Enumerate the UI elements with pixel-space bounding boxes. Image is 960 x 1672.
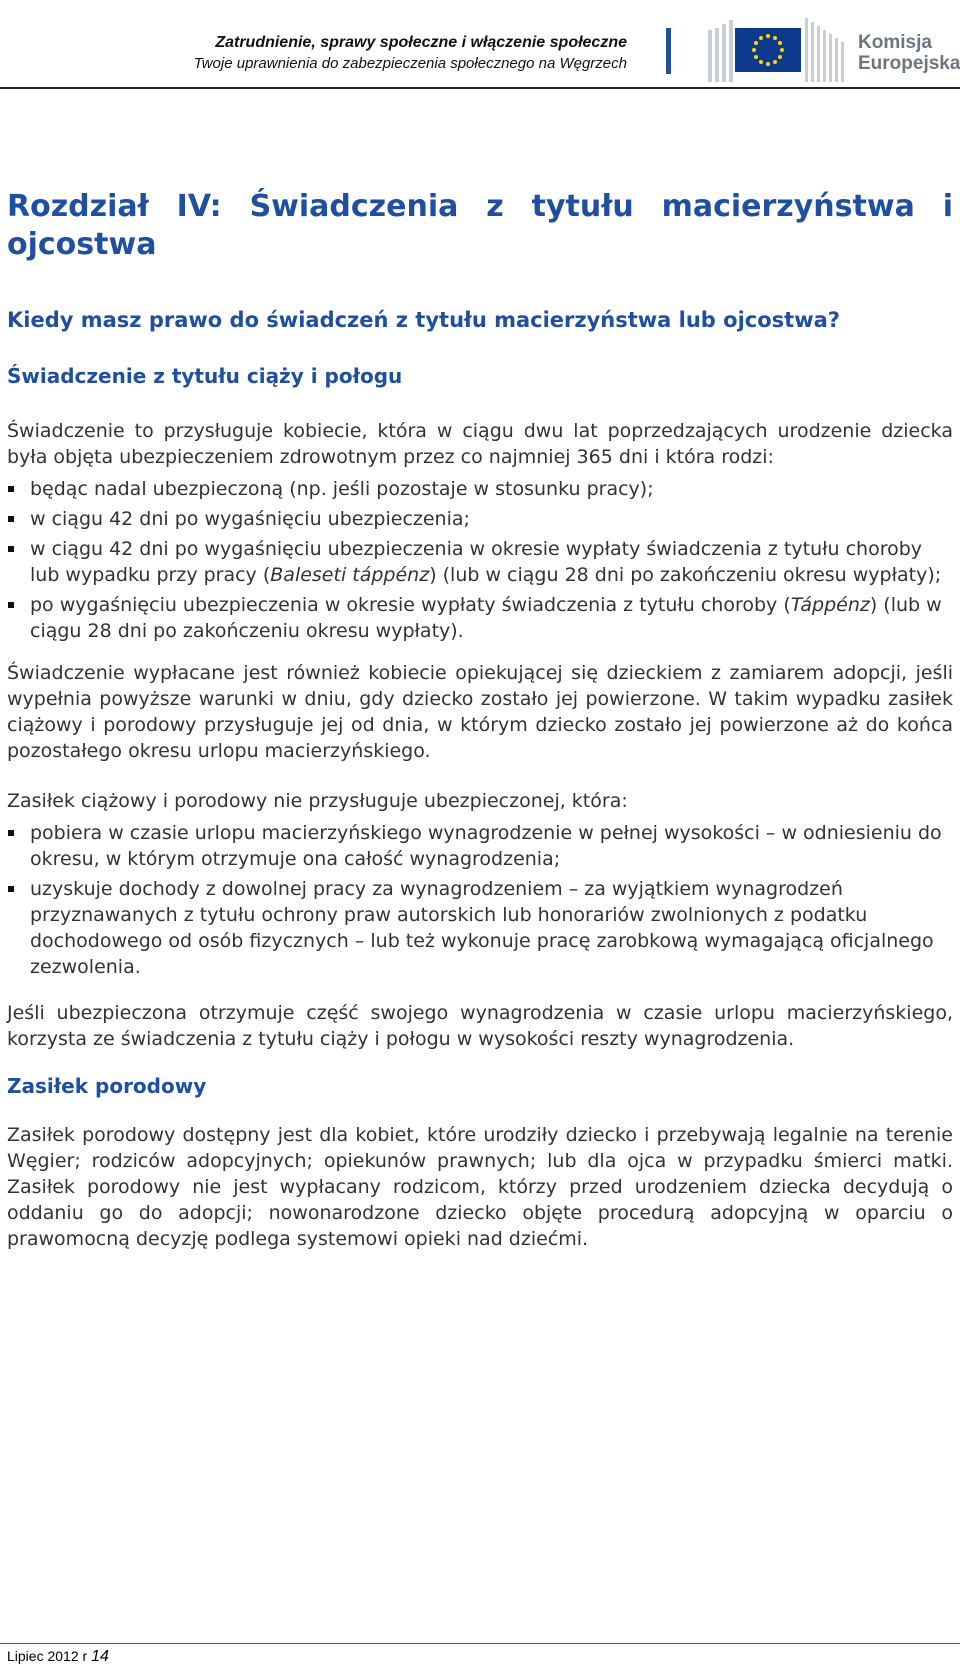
list-item: będąc nadal ubezpieczoną (np. jeśli pozostaje w stosunku pracy);: [7, 476, 953, 502]
list-item: uzyskuje dochody z dowolnej pracy za wynagrodzeniem – za wyjątkiem wynagrodzeń przyznawanych z tytułu ochrony praw autorskich lub honorariów zwolnionych z podatku dochodowego od osób fizycznych – lub też wykonuje pracę zarobkową wymagającą oficjalnego zezwolenia.: [7, 876, 953, 980]
logo-line2: Europejska: [858, 53, 960, 74]
page-number: 14: [91, 1648, 109, 1665]
ec-logo-text: [858, 32, 960, 74]
list-item: pobiera w czasie urlopu macierzyńskiego wynagrodzenie w pełnej wysokości – w odniesieniu do okresu, w którym otrzymuje ona całość wynagrodzenia;: [7, 820, 953, 872]
eligibility-list: [7, 476, 953, 644]
logo-line1: Komisja: [858, 32, 932, 53]
page-footer: [7, 1648, 109, 1666]
page-header: [0, 0, 960, 90]
birth-grant-paragraph: Zasiłek porodowy dostępny jest dla kobiet, które urodziły dziecko i przebywają legalnie na terenie Węgier; rodziców adopcyjnych; opiekunów prawnych; lub dla ojca w przypadku śmierci matki. Zasiłek porodowy nie jest wypłacany rodzicom, którzy przed urodzeniem dziecka decydują o oddaniu go do adopcji; nowonarodzone dziecko objęte procedurą adopcyjną w oparciu o prawomocną decyzję podlega systemowi opieki nad dziećmi.: [7, 1124, 953, 1250]
bullet-text: w ciągu 42 dni po wygaśnięciu ubezpieczenia;: [30, 508, 470, 530]
partial-pay-paragraph: Jeśli ubezpieczona otrzymuje część swojego wynagrodzenia w czasie urlopu macierzyńskiego, korzysta ze świadczenia z tytułu ciąży i połogu w wysokości reszty wynagrodzenia.: [7, 1002, 953, 1050]
chapter-title: Rozdział IV: Świadczenia z tytułu macierzyństwa i ojcostwa: [7, 189, 953, 262]
header-separator: [666, 28, 671, 74]
not-entitled-list: [7, 820, 953, 980]
header-line2: Twoje uprawnienia do zabezpieczenia społecznego na Węgrzech: [193, 55, 627, 72]
section-heading-birth-grant: Zasiłek porodowy: [7, 1074, 207, 1098]
eligibility-paragraph: Świadczenie to przysługuje kobiecie, która w ciągu dwu lat poprzedzających urodzenie dziecka była objęta ubezpieczeniem zdrowotnym przez co najmniej 365 dni i która rodzi:: [7, 420, 953, 468]
header-rule: [0, 87, 960, 89]
not-entitled-paragraph: Zasiłek ciążowy i porodowy nie przysługuje ubezpieczonej, która:: [7, 790, 628, 812]
list-item: po wygaśnięciu ubezpieczenia w okresie wypłaty świadczenia z tytułu choroby (Táppénz) (lub w ciągu 28 dni po zakończeniu okresu wypłaty).: [7, 592, 953, 644]
adoption-paragraph: Świadczenie wypłacane jest również kobiecie opiekującej się dzieckiem z zamiarem adopcji, jeśli wypełnia powyższe warunki w dniu, gdy dziecko zostało jej powierzone. W takim wypadku zasiłek ciążowy i porodowy przysługuje jej od dnia, w którym dziecko zostało jej powierzone aż do końca pozostałego okresu urlopu macierzyńskiego.: [7, 662, 953, 762]
eu-flag-icon: [735, 28, 801, 72]
header-text: [194, 32, 627, 74]
footer-date: Lipiec 2012 r: [7, 1648, 88, 1664]
footer-rule: [0, 1643, 960, 1644]
list-item: w ciągu 42 dni po wygaśnięciu ubezpieczenia w okresie wypłaty świadczenia z tytułu choroby lub wypadku przy pracy (Baleseti táppénz) (lub w ciągu 28 dni po zakończeniu okresu wypłaty);: [7, 536, 953, 588]
question-heading: Kiedy masz prawo do świadczeń z tytułu macierzyństwa lub ojcostwa?: [7, 308, 840, 332]
list-item: [7, 506, 953, 532]
main-content: [7, 188, 953, 1252]
section-heading-pregnancy: Świadczenie z tytułu ciąży i połogu: [7, 364, 403, 388]
header-line1: Zatrudnienie, sprawy społeczne i włączenie społeczne: [215, 34, 627, 51]
